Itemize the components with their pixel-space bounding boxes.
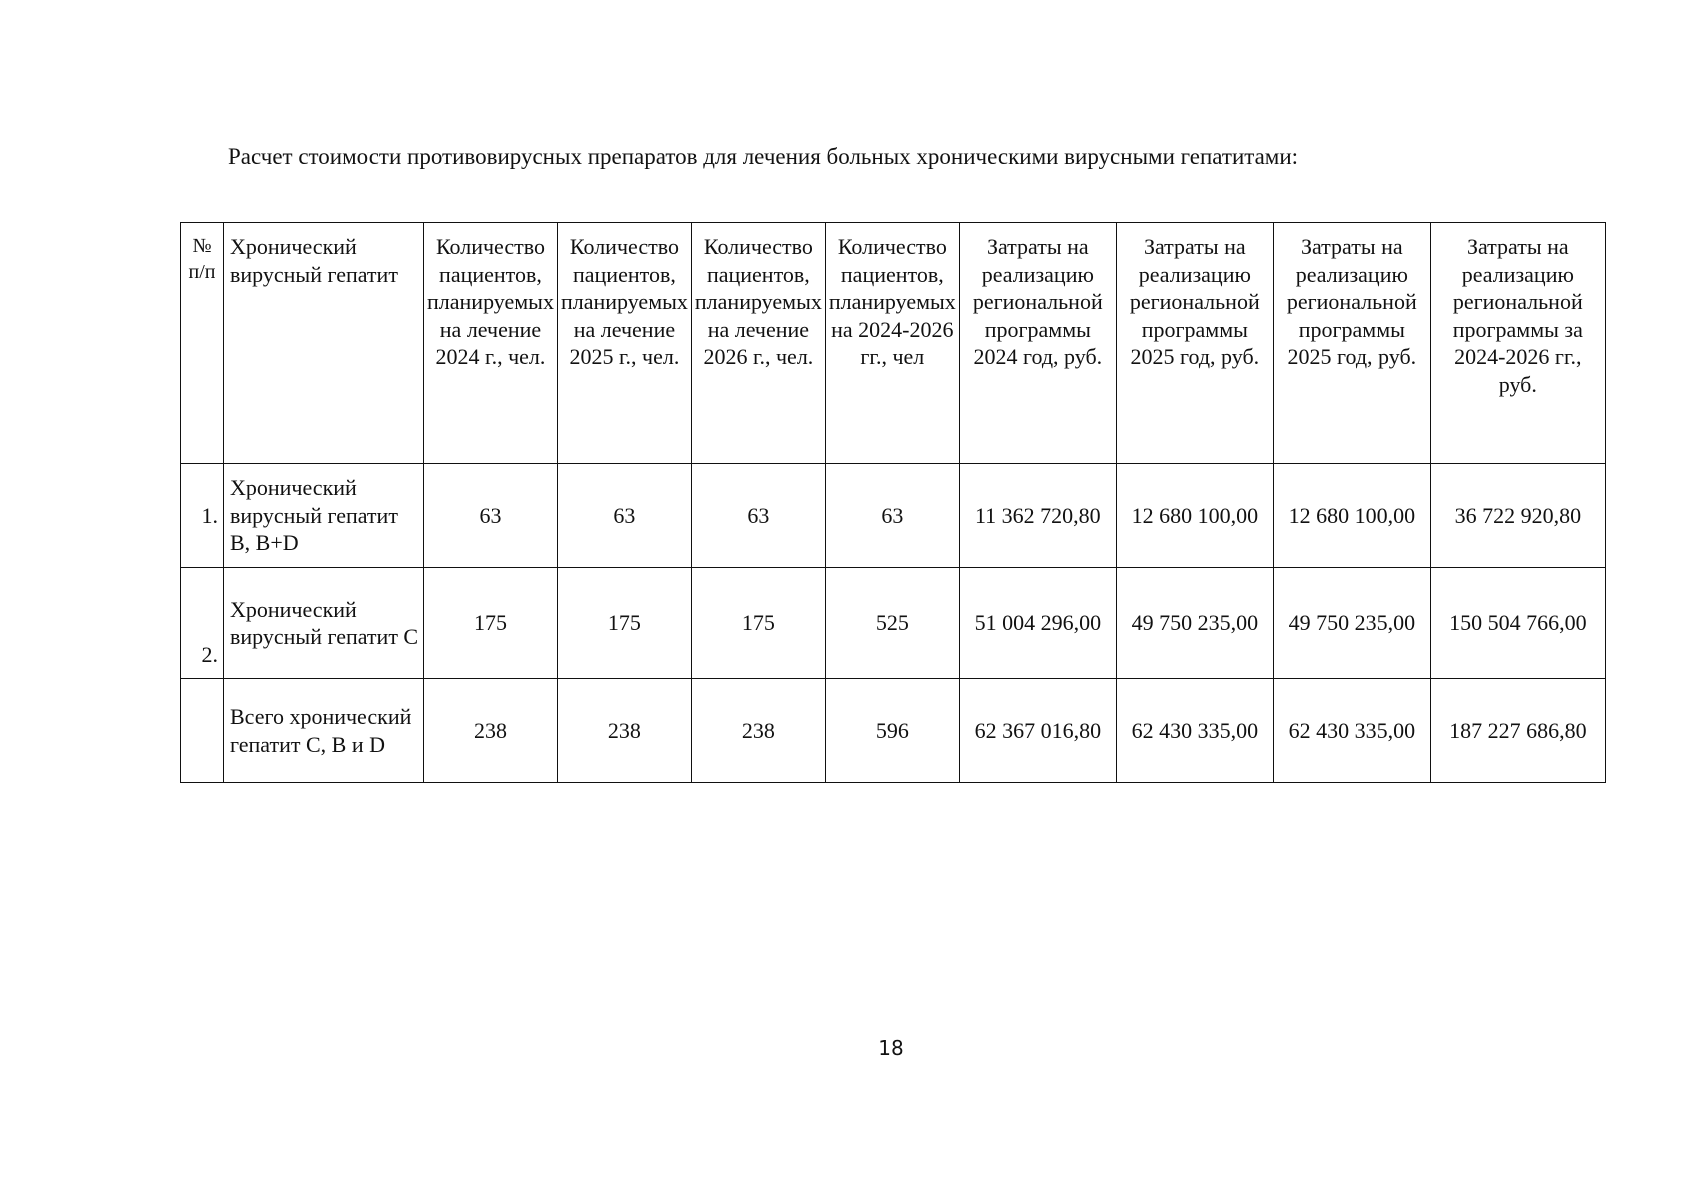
table-cell: 238 bbox=[557, 679, 691, 783]
table-cell: 238 bbox=[424, 679, 558, 783]
table-cell: 36 722 920,80 bbox=[1430, 464, 1605, 568]
table-cell: 175 bbox=[557, 568, 691, 679]
header-cell-number: № п/п bbox=[181, 223, 224, 464]
cost-table bbox=[180, 222, 1606, 783]
row-number-cell bbox=[181, 679, 224, 783]
table-cell: 175 bbox=[691, 568, 825, 679]
table-cell: 63 bbox=[424, 464, 558, 568]
page-number: 18 bbox=[878, 1036, 904, 1060]
table-cell: 51 004 296,00 bbox=[959, 568, 1116, 679]
document-title: Расчет стоимости противовирусных препаратов для лечения больных хроническими вирусными гепатитами: bbox=[228, 144, 1299, 169]
table-cell: 62 430 335,00 bbox=[1116, 679, 1273, 783]
table-cell: 596 bbox=[825, 679, 959, 783]
header-cell-patients-total: Количество пациентов, планируемых на 2024-2026 гг., чел bbox=[825, 223, 959, 464]
table-cell: 62 430 335,00 bbox=[1273, 679, 1430, 783]
hepatitis-type-cell: Всего хронический гепатит С, В и D bbox=[224, 679, 424, 783]
header-cell-patients-2026: Количество пациентов, планируемых на лечение 2026 г., чел. bbox=[691, 223, 825, 464]
header-cell-costs-2025: Затраты на реализацию региональной программы 2025 год, руб. bbox=[1116, 223, 1273, 464]
table-total-row bbox=[181, 679, 1606, 783]
table-cell: 49 750 235,00 bbox=[1116, 568, 1273, 679]
header-cell-patients-2024: Количество пациентов, планируемых на лечение 2024 г., чел. bbox=[424, 223, 558, 464]
table-cell: 238 bbox=[691, 679, 825, 783]
table-cell: 63 bbox=[557, 464, 691, 568]
row-number-cell: 2. bbox=[181, 568, 224, 679]
table-cell: 12 680 100,00 bbox=[1273, 464, 1430, 568]
table-row bbox=[181, 464, 1606, 568]
header-cell-patients-2025: Количество пациентов, планируемых на лечение 2025 г., чел. bbox=[557, 223, 691, 464]
table-cell: 63 bbox=[691, 464, 825, 568]
table-cell: 150 504 766,00 bbox=[1430, 568, 1605, 679]
table-header-row bbox=[181, 223, 1606, 464]
header-cell-costs-2024: Затраты на реализацию региональной программы 2024 год, руб. bbox=[959, 223, 1116, 464]
header-cell-costs-total: Затраты на реализацию региональной программы за 2024-2026 гг., руб. bbox=[1430, 223, 1605, 464]
table-cell: 12 680 100,00 bbox=[1116, 464, 1273, 568]
row-number-cell: 1. bbox=[181, 464, 224, 568]
table-cell: 175 bbox=[424, 568, 558, 679]
table-cell: 62 367 016,80 bbox=[959, 679, 1116, 783]
header-cell-costs-2025-second: Затраты на реализацию региональной программы 2025 год, руб. bbox=[1273, 223, 1430, 464]
header-cell-hepatitis-type: Хронический вирусный гепатит bbox=[224, 223, 424, 464]
table-cell: 525 bbox=[825, 568, 959, 679]
hepatitis-type-cell: Хронический вирусный гепатит С bbox=[224, 568, 424, 679]
table-cell: 49 750 235,00 bbox=[1273, 568, 1430, 679]
hepatitis-type-cell: Хронический вирусный гепатит В, В+D bbox=[224, 464, 424, 568]
table-row bbox=[181, 568, 1606, 679]
table-cell: 63 bbox=[825, 464, 959, 568]
table-cell: 187 227 686,80 bbox=[1430, 679, 1605, 783]
table-cell: 11 362 720,80 bbox=[959, 464, 1116, 568]
